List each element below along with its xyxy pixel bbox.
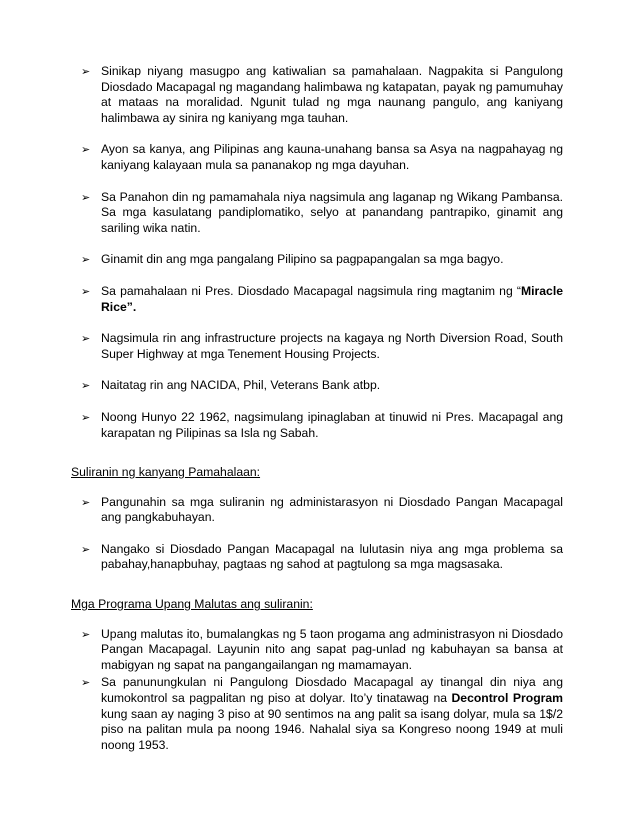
list-item (81, 64, 563, 126)
bullet-text: Sinikap niyang masugpo ang katiwalian sa pamahalaan. Nagpakita si Pangulong Diosdado Macapagal ng magandang halimbawa ng katapatan, payak ng pamumuhay at mataas na moralidad. Ngunit tulad ng mga naunang pangulo, ang kaniyang halimbawa ay sinira ng kaniyang mga tauhan. (101, 64, 563, 125)
list-item (81, 190, 563, 237)
bullet-text: Noong Hunyo 22 1962, nagsimulang ipinaglaban at tinuwid ni Pres. Macapagal ang karapatan ng Pilipinas sa Isla ng Sabah. (101, 409, 563, 440)
arrow-bullet-icon: ➢ (81, 542, 91, 556)
section-heading-problems: Suliranin ng kanyang Pamahalaan: (71, 465, 261, 480)
arrow-bullet-icon: ➢ (81, 190, 91, 204)
bullet-text: Ginamit din ang mga pangalang Pilipino sa pagpapangalan sa mga bagyo. (101, 252, 504, 267)
section-heading-programs: Mga Programa Upang Malutas ang suliranin: (71, 597, 313, 612)
bullet-bold-text: Decontrol Program (451, 691, 563, 706)
arrow-bullet-icon: ➢ (81, 627, 91, 641)
arrow-bullet-icon: ➢ (81, 253, 91, 267)
list-item (81, 675, 563, 753)
bullet-text: Sa Panahon din ng pamamahala niya nagsimula ang laganap ng Wikang Pambansa. Sa mga kasulatang pandiplomatiko, selyo at panandang pantrapiko, ginamit ang sariling wika natin. (101, 189, 563, 235)
list-item (81, 142, 563, 173)
bullet-text: Sa pamahalaan ni Pres. Diosdado Macapagal nagsimula ring magtanim ng “ (101, 283, 521, 298)
programs-bullet-list (77, 627, 563, 754)
arrow-bullet-icon: ➢ (81, 332, 91, 346)
list-item (81, 542, 563, 573)
bullet-text: Nagsimula rin ang infrastructure projects na kagaya ng North Diversion Road, South Super Highway at mga Tenement Housing Projects. (101, 331, 563, 361)
list-item (81, 627, 563, 674)
list-item (81, 495, 563, 526)
bullet-text: Pangunahin sa mga suliranin ng administarasyon ni Diosdado Pangan Macapagal ang pangkabuhayan. (101, 494, 563, 525)
arrow-bullet-icon: ➢ (81, 284, 91, 298)
arrow-bullet-icon: ➢ (81, 410, 91, 424)
list-item (81, 378, 563, 394)
bullet-text: Sa panunungkulan ni Pangulong Diosdado Macapagal ay tinangal din niya ang kumokontrol sa pagpalitan ng piso at dolyar. Ito’y tinatawag na (101, 675, 563, 706)
list-item (81, 410, 563, 441)
bullet-text: Nangako si Diosdado Pangan Macapagal na lulutasin niya ang mga problema sa pabahay,hanapbuhay, pagtaas ng sahod at pagtulong sa mga magsasaka. (101, 541, 563, 572)
bullet-bold-text: Miracle Rice”. (101, 283, 563, 314)
list-item (81, 331, 563, 362)
list-item (81, 284, 563, 315)
bullet-text-after: kung saan ay naging 3 piso at 90 sentimos na ang palit sa isang dolyar, mula sa 1$/2 piso na palitan mula pa noong 1946. Nahalal siya sa Kongreso noong 1949 at muli noong 1953. (101, 706, 563, 752)
bullet-text: Upang malutas ito, bumalangkas ng 5 taon progama ang administrasyon ni Diosdado Pangan Macapagal. Layunin nito ang sapat pag-unlad ng kabuhayan sa bansa at mabigyan ng sapat na pangangailangan ng mamamayan. (101, 626, 563, 672)
bullet-text: Naitatag rin ang NACIDA, Phil, Veterans Bank atbp. (101, 378, 381, 393)
arrow-bullet-icon: ➢ (81, 495, 91, 509)
list-item (81, 252, 563, 268)
document-body (71, 64, 563, 755)
intro-bullet-list (77, 64, 563, 441)
arrow-bullet-icon: ➢ (81, 65, 91, 78)
arrow-bullet-icon: ➢ (81, 676, 91, 690)
bullet-text: Ayon sa kanya, ang Pilipinas ang kauna-unahang bansa sa Asya na nagpahayag ng kaniyang kalayaan mula sa pananakop ng mga dayuhan. (101, 142, 563, 172)
arrow-bullet-icon: ➢ (81, 143, 91, 157)
arrow-bullet-icon: ➢ (81, 379, 91, 393)
problems-bullet-list (77, 495, 563, 573)
